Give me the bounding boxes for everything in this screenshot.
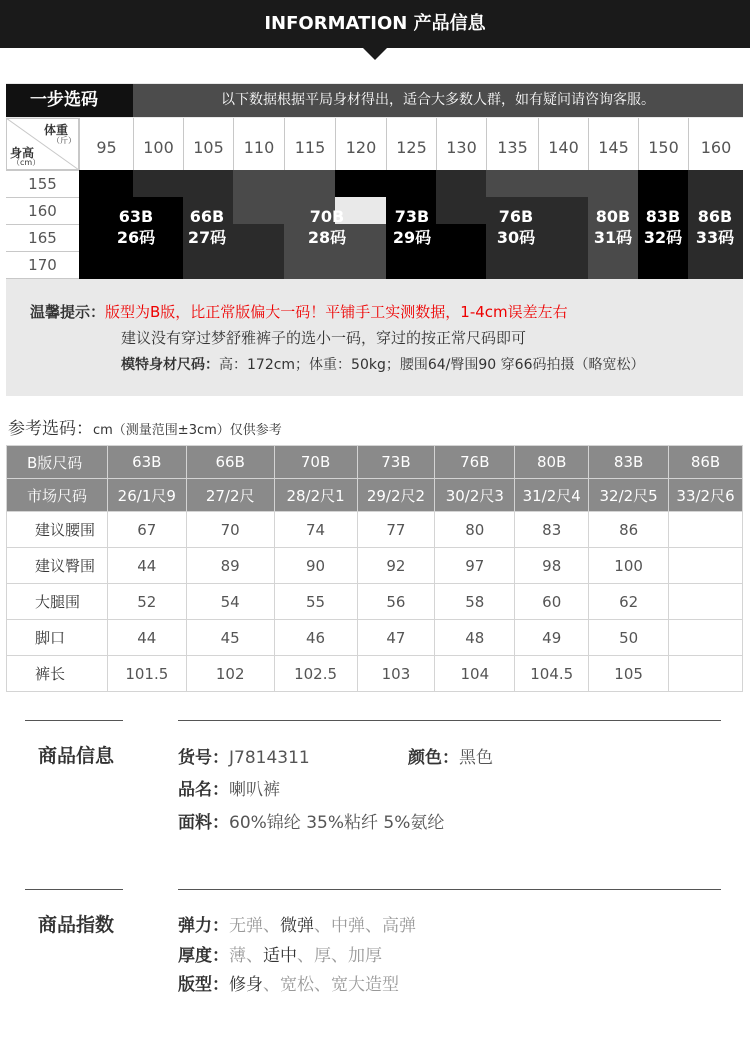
weight-cell: 120 — [335, 118, 386, 170]
size-block-76b-top2 — [486, 170, 588, 197]
reference-table — [6, 445, 743, 692]
tip-warning: 版型为B版，比正常版偏大一码！平铺手工实测数据，1-4cm误差左右 — [105, 303, 568, 321]
weight-cell: 160 — [688, 118, 743, 170]
height-cell: 155 — [6, 170, 79, 197]
table-cell — [669, 512, 743, 548]
banner-title: INFORMATION 产品信息 — [264, 13, 486, 34]
size-block-73b-top — [335, 170, 436, 197]
banner-arrow — [363, 48, 387, 60]
fit-line: 版型：修身、宽松、宽大造型 — [178, 975, 399, 995]
row-label: B版尺码 — [7, 446, 108, 479]
tip-label: 温馨提示： — [30, 303, 106, 321]
table-cell: 104 — [435, 656, 515, 692]
weight-cell: 150 — [638, 118, 688, 170]
size-block-66b-top — [133, 170, 233, 197]
table-cell: 54 — [186, 584, 274, 620]
table-row — [7, 620, 743, 656]
step-label: 一步选码 — [6, 84, 133, 117]
table-cell: 63B — [107, 446, 186, 479]
table-cell: 89 — [186, 548, 274, 584]
section-divider — [178, 720, 721, 721]
table-cell — [669, 620, 743, 656]
table-cell: 98 — [515, 548, 589, 584]
table-cell: 44 — [107, 620, 186, 656]
size-label-80b: 80B 31码 — [593, 207, 633, 247]
model-text: 高：172cm；体重：50kg；腰围64/臀围90 穿66码拍摄（略宽松） — [219, 357, 645, 373]
size-label-76b: 76B 30码 — [496, 207, 536, 247]
table-cell — [669, 548, 743, 584]
height-cell: 170 — [6, 251, 79, 279]
weight-cell: 135 — [486, 118, 538, 170]
table-row — [7, 446, 743, 479]
table-cell: 76B — [435, 446, 515, 479]
table-cell: 97 — [435, 548, 515, 584]
weight-cell: 145 — [588, 118, 638, 170]
corner-weight-label: 体重 — [44, 123, 69, 137]
product-info-title: 商品信息 — [38, 745, 115, 767]
table-cell: 33/2尺6 — [669, 479, 743, 512]
weight-cell: 130 — [436, 118, 486, 170]
table-row — [7, 479, 743, 512]
size-label-83b: 83B 32码 — [643, 207, 683, 247]
table-cell: 102.5 — [274, 656, 357, 692]
table-cell: 44 — [107, 548, 186, 584]
size-chart-note: 以下数据根据平局身材得出，适合大多数人群，如有疑问请咨询客服。 — [221, 92, 655, 108]
corner-height-label: 身高 — [10, 146, 35, 160]
weight-cell: 95 — [79, 118, 133, 170]
fabric-line: 面料：60%锦纶 35%粘纤 5%氨纶 — [178, 813, 445, 833]
weight-cell: 100 — [133, 118, 183, 170]
weight-cell: 115 — [284, 118, 335, 170]
size-label-63b: 63B 26码 — [116, 207, 156, 247]
color-line: 颜色：黑色 — [408, 748, 493, 768]
table-cell: 77 — [357, 512, 435, 548]
table-cell: 80B — [515, 446, 589, 479]
section-divider — [25, 889, 123, 890]
reference-title: 参考选码：cm（测量范围±3cm）仅供参考 — [8, 419, 282, 439]
table-cell: 86B — [669, 446, 743, 479]
table-cell: 55 — [274, 584, 357, 620]
table-cell: 56 — [357, 584, 435, 620]
table-cell: 31/2尺4 — [515, 479, 589, 512]
table-cell: 45 — [186, 620, 274, 656]
size-label-70b: 70B 28码 — [307, 207, 347, 247]
section-divider — [178, 889, 721, 890]
weight-cell: 105 — [183, 118, 233, 170]
row-label: 脚口 — [7, 620, 108, 656]
corner-weight-unit: （斤） — [52, 136, 76, 145]
table-cell: 62 — [589, 584, 669, 620]
table-cell: 70 — [186, 512, 274, 548]
table-cell: 73B — [357, 446, 435, 479]
table-cell: 30/2尺3 — [435, 479, 515, 512]
table-cell: 103 — [357, 656, 435, 692]
tip-model — [121, 354, 644, 374]
table-cell: 104.5 — [515, 656, 589, 692]
table-cell: 48 — [435, 620, 515, 656]
sku-line: 货号：J7814311 — [178, 748, 310, 768]
table-cell: 70B — [274, 446, 357, 479]
table-cell: 26/1尺9 — [107, 479, 186, 512]
section-divider — [25, 720, 123, 721]
row-label: 大腿围 — [7, 584, 108, 620]
table-cell: 52 — [107, 584, 186, 620]
table-cell: 74 — [274, 512, 357, 548]
table-cell: 32/2尺5 — [589, 479, 669, 512]
tip-line-1 — [30, 301, 568, 322]
table-cell: 101.5 — [107, 656, 186, 692]
elastic-line: 弹力：无弹、微弹、中弹、高弹 — [178, 916, 416, 936]
weight-cell: 110 — [233, 118, 284, 170]
table-cell: 60 — [515, 584, 589, 620]
table-cell: 58 — [435, 584, 515, 620]
table-row — [7, 512, 743, 548]
table-cell: 80 — [435, 512, 515, 548]
row-label: 市场尺码 — [7, 479, 108, 512]
size-block-73b-ext — [436, 224, 486, 279]
height-cell: 165 — [6, 224, 79, 251]
size-label-66b: 66B 27码 — [187, 207, 227, 247]
weight-cell: 140 — [538, 118, 588, 170]
weight-cell: 125 — [386, 118, 436, 170]
size-label-73b: 73B 29码 — [392, 207, 432, 247]
table-cell: 92 — [357, 548, 435, 584]
model-label: 模特身材尺码： — [121, 357, 219, 373]
table-cell: 28/2尺1 — [274, 479, 357, 512]
table-cell: 29/2尺2 — [357, 479, 435, 512]
thickness-line: 厚度：薄、适中、厚、加厚 — [178, 946, 382, 966]
size-block-76b-top — [436, 170, 486, 224]
table-cell: 49 — [515, 620, 589, 656]
row-label: 裤长 — [7, 656, 108, 692]
table-cell: 83B — [589, 446, 669, 479]
size-label-86b: 86B 33码 — [695, 207, 735, 247]
table-cell: 100 — [589, 548, 669, 584]
name-line: 品名：喇叭裤 — [178, 780, 280, 800]
tip-line-2: 建议没有穿过梦舒雅裤子的选小一码，穿过的按正常尺码即可 — [121, 329, 527, 347]
product-index-title: 商品指数 — [38, 914, 115, 936]
corner-height-unit: （cm） — [12, 158, 41, 167]
table-row — [7, 656, 743, 692]
table-cell: 83 — [515, 512, 589, 548]
row-label: 建议腰围 — [7, 512, 108, 548]
table-cell: 47 — [357, 620, 435, 656]
table-cell — [669, 584, 743, 620]
table-cell: 27/2尺 — [186, 479, 274, 512]
table-row — [7, 548, 743, 584]
table-cell — [669, 656, 743, 692]
table-cell: 86 — [589, 512, 669, 548]
row-label: 建议臀围 — [7, 548, 108, 584]
table-cell: 66B — [186, 446, 274, 479]
table-cell: 67 — [107, 512, 186, 548]
table-cell: 50 — [589, 620, 669, 656]
height-cell: 160 — [6, 197, 79, 224]
table-cell: 46 — [274, 620, 357, 656]
table-row — [7, 584, 743, 620]
table-cell: 105 — [589, 656, 669, 692]
table-cell: 90 — [274, 548, 357, 584]
table-cell: 102 — [186, 656, 274, 692]
